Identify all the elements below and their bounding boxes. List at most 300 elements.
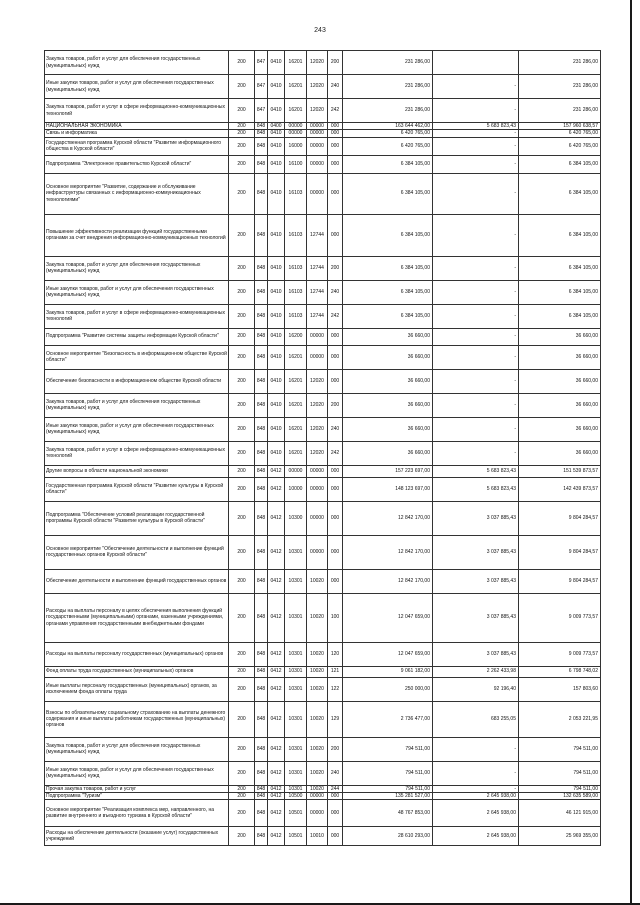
code-admin: 200: [229, 173, 255, 214]
row-name: Основное мероприятие "Реализация комплекса мер, направленного, на развитие внутреннего и въездного туризма в Курской области": [45, 800, 229, 827]
value-change: -: [433, 173, 519, 214]
code-expense-type: 000: [328, 130, 343, 137]
code-direction: 00000: [307, 501, 328, 535]
row-name: Обеспечение деятельности и выполнение функций государственных органов: [45, 569, 229, 593]
code-expense-type: 200: [328, 737, 343, 761]
code-admin: 200: [229, 477, 255, 501]
value-approved: 794 511,00: [343, 737, 433, 761]
code-admin: 200: [229, 761, 255, 785]
value-change: -: [433, 761, 519, 785]
code-direction: 10020: [307, 785, 328, 792]
code-admin: 200: [229, 304, 255, 328]
value-total: 231 286,00: [519, 75, 601, 99]
table-row: [45, 256, 601, 280]
row-name: Другие вопросы в области национальной экономики: [45, 465, 229, 477]
code-admin: 200: [229, 393, 255, 417]
code-expense-type: 240: [328, 280, 343, 304]
code-ministry: 848: [255, 761, 268, 785]
code-section: 0412: [268, 677, 285, 701]
code-section: 0410: [268, 137, 285, 155]
code-ministry: 848: [255, 701, 268, 737]
code-admin: 200: [229, 280, 255, 304]
code-program: 16103: [285, 256, 307, 280]
table-row: [45, 345, 601, 369]
value-total: 6 384 105,00: [519, 280, 601, 304]
value-total: 6 384 105,00: [519, 214, 601, 256]
code-program: 10301: [285, 535, 307, 569]
code-program: 00000: [285, 123, 307, 130]
code-ministry: 848: [255, 792, 268, 799]
value-approved: 6 384 105,00: [343, 155, 433, 173]
code-ministry: 848: [255, 155, 268, 173]
value-change: -: [433, 785, 519, 792]
code-ministry: 848: [255, 465, 268, 477]
table-row: [45, 827, 601, 846]
code-ministry: 848: [255, 393, 268, 417]
code-program: 16201: [285, 393, 307, 417]
value-change: 5 683 823,43: [433, 477, 519, 501]
value-change: 92 196,40: [433, 677, 519, 701]
value-change: 3 037 885,43: [433, 569, 519, 593]
code-expense-type: 240: [328, 417, 343, 441]
value-approved: 6 384 105,00: [343, 214, 433, 256]
code-direction: 00000: [307, 800, 328, 827]
code-section: 0410: [268, 417, 285, 441]
value-approved: 48 767 853,00: [343, 800, 433, 827]
code-direction: 12020: [307, 99, 328, 123]
table-row: [45, 369, 601, 393]
code-ministry: 848: [255, 593, 268, 642]
code-section: 0410: [268, 214, 285, 256]
table-row: [45, 569, 601, 593]
code-expense-type: 000: [328, 800, 343, 827]
code-program: 16201: [285, 99, 307, 123]
code-program: 10501: [285, 827, 307, 846]
code-program: 00000: [285, 465, 307, 477]
code-expense-type: 000: [328, 465, 343, 477]
row-name: Подпрограмма "Обеспечение условий реализации государственной программы Курской области "Развитие культуры в Курской области": [45, 501, 229, 535]
code-expense-type: 000: [328, 827, 343, 846]
value-approved: 36 660,00: [343, 417, 433, 441]
value-total: 6 420 765,00: [519, 137, 601, 155]
code-direction: 00000: [307, 123, 328, 130]
code-admin: 200: [229, 99, 255, 123]
code-admin: 200: [229, 465, 255, 477]
code-direction: 12744: [307, 304, 328, 328]
value-change: 3 037 885,43: [433, 642, 519, 666]
code-expense-type: 000: [328, 501, 343, 535]
code-section: 0410: [268, 75, 285, 99]
code-ministry: 848: [255, 737, 268, 761]
code-expense-type: 121: [328, 666, 343, 677]
code-program: 16201: [285, 51, 307, 75]
code-expense-type: 000: [328, 173, 343, 214]
code-program: 16201: [285, 441, 307, 465]
code-section: 0412: [268, 737, 285, 761]
value-approved: 12 047 659,00: [343, 642, 433, 666]
value-total: 157 803,60: [519, 677, 601, 701]
value-total: 6 798 748,02: [519, 666, 601, 677]
value-total: 794 511,00: [519, 737, 601, 761]
code-expense-type: 000: [328, 569, 343, 593]
value-change: 5 683 823,43: [433, 123, 519, 130]
code-program: 10300: [285, 501, 307, 535]
code-section: 0412: [268, 761, 285, 785]
code-ministry: 848: [255, 256, 268, 280]
table-row: [45, 130, 601, 137]
code-expense-type: 000: [328, 214, 343, 256]
code-program: 10501: [285, 800, 307, 827]
code-program: 10301: [285, 737, 307, 761]
value-total: 36 660,00: [519, 369, 601, 393]
value-change: -: [433, 75, 519, 99]
table-row: [45, 701, 601, 737]
code-admin: 200: [229, 51, 255, 75]
code-expense-type: 129: [328, 701, 343, 737]
value-change: -: [433, 214, 519, 256]
value-approved: 36 660,00: [343, 441, 433, 465]
value-total: 2 053 221,95: [519, 701, 601, 737]
value-total: 6 384 105,00: [519, 304, 601, 328]
value-change: 2 262 433,98: [433, 666, 519, 677]
row-name: Расходы на обеспечение деятельности (оказание услуг) государственных учреждений: [45, 827, 229, 846]
value-total: 142 439 873,57: [519, 477, 601, 501]
code-section: 0412: [268, 785, 285, 792]
value-approved: 36 660,00: [343, 393, 433, 417]
code-section: 0410: [268, 328, 285, 345]
row-name: Основное мероприятие "Обеспечение деятельности и выполнение функций государственных органов Курской области": [45, 535, 229, 569]
code-admin: 200: [229, 569, 255, 593]
value-total: 6 420 765,00: [519, 130, 601, 137]
value-approved: 157 223 697,00: [343, 465, 433, 477]
code-ministry: 848: [255, 369, 268, 393]
code-section: 0410: [268, 345, 285, 369]
value-total: 157 960 638,57: [519, 123, 601, 130]
code-direction: 00000: [307, 328, 328, 345]
value-total: 46 121 915,00: [519, 800, 601, 827]
table-row: [45, 280, 601, 304]
table-row: [45, 642, 601, 666]
row-name: Прочая закупка товаров, работ и услуг: [45, 785, 229, 792]
value-change: 3 037 885,43: [433, 593, 519, 642]
code-direction: 10020: [307, 642, 328, 666]
value-approved: 6 384 105,00: [343, 256, 433, 280]
row-name: Иные выплаты персоналу государственных (муниципальных) органов, за исключением фонда оплаты труда: [45, 677, 229, 701]
value-change: -: [433, 328, 519, 345]
code-program: 10301: [285, 701, 307, 737]
code-ministry: 848: [255, 345, 268, 369]
code-program: 00000: [285, 130, 307, 137]
code-section: 0410: [268, 369, 285, 393]
code-expense-type: 000: [328, 345, 343, 369]
code-direction: 10020: [307, 593, 328, 642]
code-ministry: 847: [255, 51, 268, 75]
code-admin: 200: [229, 214, 255, 256]
code-expense-type: 000: [328, 369, 343, 393]
code-direction: 10020: [307, 701, 328, 737]
code-section: 0400: [268, 123, 285, 130]
value-change: -: [433, 137, 519, 155]
code-admin: 200: [229, 785, 255, 792]
row-name: Расходы на выплаты персоналу в целях обеспечения выполнения функций государственными (муниципальными) органами, казенными учреждениями, органами управления государственными внебюджетными фондами: [45, 593, 229, 642]
value-approved: 6 420 765,00: [343, 130, 433, 137]
value-total: 794 511,00: [519, 761, 601, 785]
value-approved: 9 061 182,00: [343, 666, 433, 677]
code-section: 0410: [268, 393, 285, 417]
code-admin: 200: [229, 328, 255, 345]
code-expense-type: 200: [328, 256, 343, 280]
table-row: [45, 666, 601, 677]
code-section: 0410: [268, 441, 285, 465]
code-admin: 200: [229, 642, 255, 666]
value-total: 794 511,00: [519, 785, 601, 792]
value-total: 9 804 284,57: [519, 501, 601, 535]
code-expense-type: 240: [328, 761, 343, 785]
code-ministry: 848: [255, 642, 268, 666]
code-direction: 12020: [307, 441, 328, 465]
code-ministry: 848: [255, 800, 268, 827]
value-total: 36 660,00: [519, 393, 601, 417]
row-name: Обеспечение безопасности в информационном обществе Курской области: [45, 369, 229, 393]
table-row: [45, 535, 601, 569]
code-direction: 10020: [307, 666, 328, 677]
code-expense-type: 200: [328, 51, 343, 75]
code-admin: 200: [229, 441, 255, 465]
code-section: 0412: [268, 642, 285, 666]
code-expense-type: 200: [328, 393, 343, 417]
code-admin: 200: [229, 737, 255, 761]
value-change: -: [433, 393, 519, 417]
code-ministry: 848: [255, 785, 268, 792]
code-section: 0412: [268, 666, 285, 677]
code-expense-type: 100: [328, 593, 343, 642]
code-admin: 200: [229, 155, 255, 173]
code-admin: 200: [229, 677, 255, 701]
value-approved: 135 281 527,00: [343, 792, 433, 799]
table-row: [45, 123, 601, 130]
code-program: 16201: [285, 369, 307, 393]
value-total: 25 969 355,00: [519, 827, 601, 846]
value-approved: 36 660,00: [343, 345, 433, 369]
value-change: -: [433, 369, 519, 393]
code-program: 16103: [285, 304, 307, 328]
row-name: Закупка товаров, работ и услуг в сфере информационно-коммуникационных технологий: [45, 441, 229, 465]
code-expense-type: 242: [328, 304, 343, 328]
row-name: Закупка товаров, работ и услуг в сфере информационно-коммуникационных технологий: [45, 304, 229, 328]
code-admin: 200: [229, 701, 255, 737]
code-ministry: 848: [255, 677, 268, 701]
code-section: 0410: [268, 280, 285, 304]
code-direction: 00000: [307, 173, 328, 214]
value-approved: 231 286,00: [343, 99, 433, 123]
value-total: 132 635 589,00: [519, 792, 601, 799]
code-expense-type: 000: [328, 792, 343, 799]
code-expense-type: 000: [328, 535, 343, 569]
code-direction: 12744: [307, 280, 328, 304]
code-admin: 200: [229, 75, 255, 99]
code-section: 0412: [268, 800, 285, 827]
code-direction: 00000: [307, 345, 328, 369]
table-row: [45, 214, 601, 256]
table-row: [45, 677, 601, 701]
value-approved: 12 842 170,00: [343, 501, 433, 535]
value-change: -: [433, 280, 519, 304]
table-row: [45, 737, 601, 761]
code-direction: 00000: [307, 130, 328, 137]
value-total: 36 660,00: [519, 441, 601, 465]
code-direction: 00000: [307, 137, 328, 155]
value-approved: 6 420 765,00: [343, 137, 433, 155]
code-section: 0412: [268, 827, 285, 846]
code-expense-type: 000: [328, 155, 343, 173]
row-name: Повышение эффективности реализации функций государственными органами за счет внедрения информационно-коммуникационных технологий: [45, 214, 229, 256]
code-direction: 00000: [307, 477, 328, 501]
row-name: Закупка товаров, работ и услуг в сфере информационно-коммуникационных технологий: [45, 99, 229, 123]
table-row: [45, 328, 601, 345]
code-section: 0412: [268, 535, 285, 569]
code-ministry: 848: [255, 214, 268, 256]
code-program: 10301: [285, 785, 307, 792]
row-name: Иные закупки товаров, работ и услуг для обеспечения государственных (муниципальных) нужд: [45, 417, 229, 441]
code-admin: 200: [229, 369, 255, 393]
value-total: 9 804 284,57: [519, 569, 601, 593]
code-direction: 00000: [307, 155, 328, 173]
code-direction: 12020: [307, 75, 328, 99]
value-change: 2 645 938,00: [433, 792, 519, 799]
value-change: -: [433, 441, 519, 465]
table-row: [45, 761, 601, 785]
code-section: 0410: [268, 304, 285, 328]
code-admin: 200: [229, 800, 255, 827]
code-ministry: 848: [255, 130, 268, 137]
value-change: 683 255,05: [433, 701, 519, 737]
code-section: 0412: [268, 593, 285, 642]
row-name: Закупка товаров, работ и услуг для обеспечения государственных (муниципальных) нужд: [45, 393, 229, 417]
code-ministry: 848: [255, 173, 268, 214]
table-row: [45, 593, 601, 642]
code-program: 10301: [285, 677, 307, 701]
code-direction: 12020: [307, 369, 328, 393]
row-name: Основное мероприятие "Безопасность в информационном обществе Курской области": [45, 345, 229, 369]
value-approved: 2 736 477,00: [343, 701, 433, 737]
code-program: 16100: [285, 155, 307, 173]
row-name: Основное мероприятие "Развитие, содержание и обслуживание инфраструктуры связанных с информационно-коммуникационных технологиями": [45, 173, 229, 214]
code-program: 16103: [285, 173, 307, 214]
table-row: [45, 417, 601, 441]
code-program: 16103: [285, 214, 307, 256]
value-approved: 6 384 105,00: [343, 173, 433, 214]
code-program: 10301: [285, 569, 307, 593]
code-expense-type: 000: [328, 123, 343, 130]
row-name: Фонд оплаты труда государственных (муниципальных) органов: [45, 666, 229, 677]
value-total: 6 384 105,00: [519, 173, 601, 214]
code-admin: 200: [229, 501, 255, 535]
code-section: 0412: [268, 501, 285, 535]
value-approved: 12 842 170,00: [343, 535, 433, 569]
table-row: [45, 800, 601, 827]
code-direction: 00000: [307, 792, 328, 799]
code-ministry: 848: [255, 123, 268, 130]
code-direction: 12020: [307, 417, 328, 441]
code-section: 0412: [268, 569, 285, 593]
table-row: [45, 173, 601, 214]
code-ministry: 848: [255, 441, 268, 465]
value-approved: 6 384 105,00: [343, 280, 433, 304]
value-change: -: [433, 99, 519, 123]
code-expense-type: 242: [328, 441, 343, 465]
table-row: [45, 792, 601, 799]
code-section: 0412: [268, 792, 285, 799]
code-expense-type: 244: [328, 785, 343, 792]
value-approved: 36 660,00: [343, 369, 433, 393]
code-program: 16201: [285, 345, 307, 369]
code-program: 10500: [285, 792, 307, 799]
row-name: Подпрограмма "Туризм": [45, 792, 229, 799]
table-row: [45, 477, 601, 501]
code-admin: 200: [229, 130, 255, 137]
code-section: 0410: [268, 173, 285, 214]
value-change: -: [433, 737, 519, 761]
code-section: 0410: [268, 155, 285, 173]
value-change: [433, 51, 519, 75]
value-approved: 148 123 697,00: [343, 477, 433, 501]
code-ministry: 848: [255, 477, 268, 501]
code-admin: 200: [229, 256, 255, 280]
value-change: 2 645 938,00: [433, 827, 519, 846]
code-section: 0412: [268, 465, 285, 477]
value-total: 9 009 773,57: [519, 642, 601, 666]
value-change: -: [433, 155, 519, 173]
row-name: Закупка товаров, работ и услуг для обеспечения государственных (муниципальных) нужд: [45, 256, 229, 280]
code-ministry: 848: [255, 137, 268, 155]
value-total: 36 660,00: [519, 417, 601, 441]
table-row: [45, 75, 601, 99]
code-direction: 10020: [307, 737, 328, 761]
row-name: Связь и информатика: [45, 130, 229, 137]
value-change: 3 037 885,43: [433, 501, 519, 535]
value-change: 5 683 823,43: [433, 465, 519, 477]
value-approved: 231 286,00: [343, 75, 433, 99]
value-change: -: [433, 130, 519, 137]
value-approved: 12 842 170,00: [343, 569, 433, 593]
code-program: 16000: [285, 137, 307, 155]
value-total: 36 660,00: [519, 328, 601, 345]
code-direction: 10020: [307, 569, 328, 593]
code-admin: 200: [229, 535, 255, 569]
code-direction: 12020: [307, 393, 328, 417]
code-ministry: 847: [255, 75, 268, 99]
table-row: [45, 393, 601, 417]
code-expense-type: 120: [328, 642, 343, 666]
code-program: 10301: [285, 642, 307, 666]
value-approved: 250 000,00: [343, 677, 433, 701]
value-approved: 12 047 659,00: [343, 593, 433, 642]
code-program: 16201: [285, 417, 307, 441]
code-program: 10301: [285, 593, 307, 642]
value-total: 6 384 105,00: [519, 256, 601, 280]
code-expense-type: 000: [328, 328, 343, 345]
value-approved: 231 286,00: [343, 51, 433, 75]
value-approved: 28 610 293,00: [343, 827, 433, 846]
table-row: [45, 51, 601, 75]
code-direction: 10010: [307, 827, 328, 846]
code-section: 0410: [268, 51, 285, 75]
code-direction: 10020: [307, 677, 328, 701]
code-admin: 200: [229, 827, 255, 846]
value-total: 231 286,00: [519, 51, 601, 75]
row-name: Взносы по обязательному социальному страхованию на выплаты денежного содержания и иные выплаты работникам государственных (муниципальных) органов: [45, 701, 229, 737]
code-ministry: 848: [255, 328, 268, 345]
